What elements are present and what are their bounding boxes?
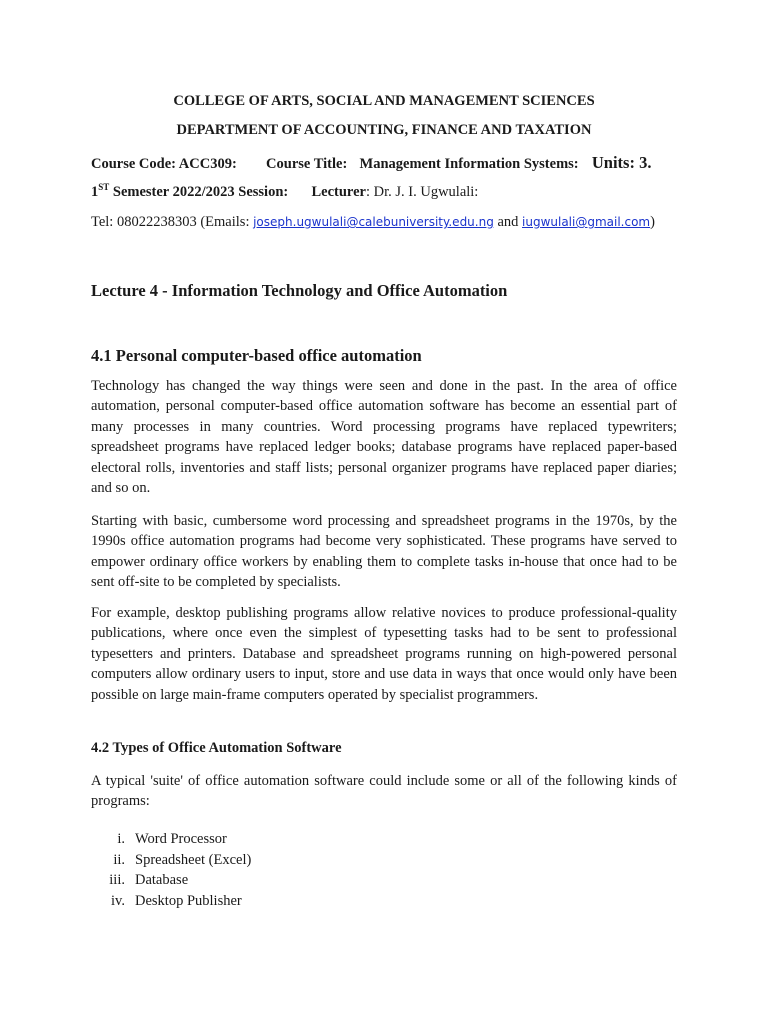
lecturer-name: : Dr. J. I. Ugwulali: xyxy=(365,183,479,200)
section1-paragraph-3: For example, desktop publishing programs allow relative novices to produce professional-quality publications, where once even the simplest of typesetting tasks had to be sent to professional typesetters and printers. Database and spreadsheet programs running on high-powered personal computers allow ordinary users to input, store and use data in ways that once would only have been possible on large main-frame computers operated by specialist programmers. xyxy=(91,605,677,703)
list-item-number: i. xyxy=(117,831,125,847)
section1-paragraph-1: Technology has changed the way things were seen and done in the past. In the area of office automation, personal computer-based office automation software has become an essential part of many processes in many countries. Word processing programs have replaced typewriters; spreadsheet programs have replaced ledger books; database programs have replaced paper-based electoral rolls, inventories and staff lists; personal organizer programs have replaced paper diaries; and so on. xyxy=(91,378,677,497)
list-item xyxy=(80,870,480,891)
list-item-text: Database xyxy=(135,872,189,888)
course-title: Management Information Systems: xyxy=(359,156,579,172)
semester-number: 1 xyxy=(91,183,99,200)
section1-paragraph-2: Starting with basic, cumbersome word processing and spreadsheet programs in the 1970s, by the 1990s office automation programs had become very sophisticated. These programs have served to empower ordinary office workers by enabling them to complete tasks in-house that once had to be sent off-site to be completed by specialists. xyxy=(91,513,677,591)
list-item-text: Word Processor xyxy=(135,831,227,847)
list-item xyxy=(80,891,480,912)
course-units: Units: 3. xyxy=(591,153,652,172)
college-name: COLLEGE OF ARTS, SOCIAL AND MANAGEMENT SCIENCES xyxy=(173,93,595,109)
section2-intro: A typical 'suite' of office automation software could include some or all of the following kinds of programs: xyxy=(91,773,677,810)
section-title-4-1: 4.1 Personal computer-based office automation xyxy=(91,346,422,365)
course-code: Course Code: ACC309: xyxy=(91,156,237,172)
lecturer-label: Lecturer xyxy=(311,183,366,200)
semester-suffix: ST xyxy=(98,182,110,192)
tel-prefix: Tel: 08022238303 (Emails: xyxy=(91,214,254,230)
list-item-text: Spreadsheet (Excel) xyxy=(135,851,252,868)
list-item-number: iv. xyxy=(111,892,125,909)
semester-line xyxy=(91,182,478,201)
list-item-number: ii. xyxy=(113,851,125,868)
course-info-line xyxy=(91,153,651,173)
semester-text: Semester 2022/2023 Session: xyxy=(112,183,289,200)
list-item xyxy=(80,829,480,850)
and-text: and xyxy=(493,214,523,230)
contact-line xyxy=(91,214,655,231)
lecture-title: Lecture 4 - Information Technology and Office Automation xyxy=(91,281,508,300)
email-link-university[interactable]: joseph.ugwulali@calebuniversity.edu.ng xyxy=(253,215,494,229)
list-item-text: Desktop Publisher xyxy=(135,892,242,909)
department-name: DEPARTMENT OF ACCOUNTING, FINANCE AND TAXATION xyxy=(176,122,592,138)
software-types-list xyxy=(80,829,480,911)
section-title-4-2: 4.2 Types of Office Automation Software xyxy=(91,740,342,756)
course-title-label: Course Title: xyxy=(266,156,348,172)
list-item-number: iii. xyxy=(109,872,125,888)
email-link-gmail[interactable]: iugwulali@gmail.com xyxy=(522,215,651,229)
tel-suffix: ) xyxy=(650,214,655,230)
list-item xyxy=(80,850,480,871)
